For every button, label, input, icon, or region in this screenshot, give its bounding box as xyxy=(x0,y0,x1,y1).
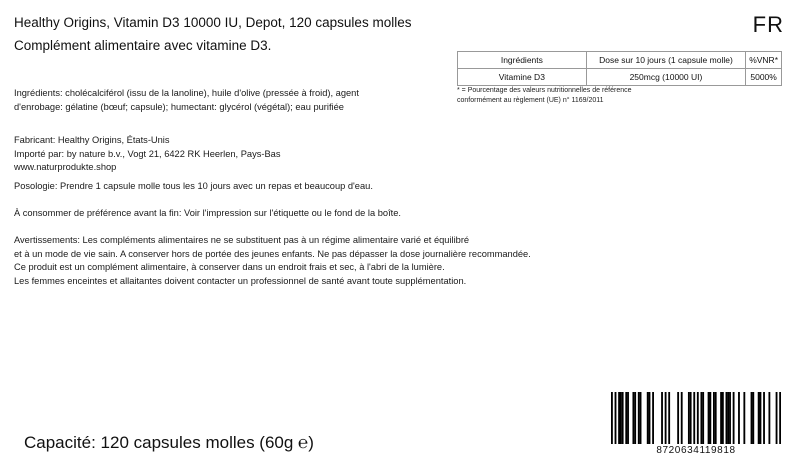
footnote-line: conformément au règlement (UE) n° 1169/2011 xyxy=(457,96,604,104)
barcode-bar xyxy=(709,392,711,444)
product-subtitle: Complément alimentaire avec vitamine D3. xyxy=(14,38,272,53)
header-ingredients: Ingrédients xyxy=(458,52,587,69)
row-nrv-value: 5000% xyxy=(746,69,782,86)
best-before-text: À consommer de préférence avant la fin: Voir l'impression sur l'étiquette ou le fond de la boîte. xyxy=(14,208,402,218)
barcode-bar xyxy=(611,392,613,444)
barcode-bar xyxy=(688,392,690,444)
barcode-bar xyxy=(702,392,704,444)
warning-line: Les femmes enceintes et allaitantes doivent contacter un professionnel de santé avant toute supplémentation. xyxy=(14,275,467,286)
barcode-bar xyxy=(768,392,770,444)
barcode-bar xyxy=(729,392,731,444)
barcode-bar xyxy=(700,392,702,444)
barcode-bar xyxy=(733,392,735,444)
barcode-bar xyxy=(720,392,722,444)
barcode-bar xyxy=(627,392,629,444)
barcode-bar xyxy=(640,392,642,444)
ingredients-line: d'enrobage: gélatine (bœuf; capsule); humectant: glycérol (végétal); eau purifiée xyxy=(14,101,344,112)
barcode-bar xyxy=(713,392,715,444)
posology-text: Posologie: Prendre 1 capsule molle tous les 10 jours avec un repas et beaucoup d'eau. xyxy=(14,181,373,191)
barcode-bar xyxy=(668,392,670,444)
barcode-bar xyxy=(652,392,654,444)
barcode-bar xyxy=(693,392,695,444)
barcode-bar xyxy=(776,392,778,444)
warning-line: Avertissements: Les compléments alimentaires ne se substituent pas à un régime alimentaire varié et équilibré xyxy=(14,235,470,245)
nrv-footnote xyxy=(457,86,687,105)
importer-line: Importé par: by nature b.v., Vogt 21, 6422 RK Heerlen, Pays-Bas xyxy=(14,148,281,159)
barcode-bar xyxy=(697,392,699,444)
warnings-text xyxy=(14,234,634,288)
barcode-bar xyxy=(620,392,622,444)
barcode-bar xyxy=(622,392,624,444)
product-title: Healthy Origins, Vitamin D3 10000 IU, Depot, 120 capsules molles xyxy=(14,15,412,30)
barcode-bar xyxy=(763,392,765,444)
barcode-bar xyxy=(665,392,667,444)
warning-line: Ce produit est un complément alimentaire, à conserver dans un endroit frais et sec, à l'abri de la lumière. xyxy=(14,262,445,272)
barcode-bar xyxy=(638,392,640,444)
nutrition-table xyxy=(457,51,782,86)
barcode-bar xyxy=(738,392,740,444)
capacity-text: Capacité: 120 capsules molles (60g ℮) xyxy=(24,433,314,452)
barcode-bar xyxy=(647,392,649,444)
header-dose: Dose sur 10 jours (1 capsule molle) xyxy=(586,52,745,69)
barcode-bar xyxy=(649,392,651,444)
footnote-line: * = Pourcentage des valeurs nutritionnelles de référence xyxy=(457,87,632,94)
barcode-bar xyxy=(690,392,692,444)
barcode-bar xyxy=(677,392,679,444)
barcode-bar xyxy=(760,392,762,444)
ingredients-line: Ingrédients: cholécalciférol (issu de la lanoline), huile d'olive (pressée à froid), agent xyxy=(14,88,359,98)
ingredients-text xyxy=(14,87,414,114)
nutrition-table-header-row xyxy=(458,52,782,69)
barcode xyxy=(611,392,781,456)
barcode-bar xyxy=(634,392,636,444)
barcode-bar xyxy=(661,392,663,444)
barcode-bar xyxy=(615,392,617,444)
barcode-bar xyxy=(625,392,627,444)
barcode-number: 8720634119818 xyxy=(656,445,736,456)
barcode-bar xyxy=(632,392,634,444)
barcode-bars xyxy=(611,392,781,444)
row-ingredient-name: Vitamine D3 xyxy=(458,69,587,86)
manufacturer-line: Fabricant: Healthy Origins, États-Unis xyxy=(14,135,170,145)
barcode-bar xyxy=(708,392,710,444)
row-dose-value: 250mcg (10000 UI) xyxy=(586,69,745,86)
language-code: FR xyxy=(752,12,784,37)
barcode-bar xyxy=(743,392,745,444)
barcode-bar xyxy=(727,392,729,444)
warning-line: et à un mode de vie sain. A conserver hors de portée des jeunes enfants. Ne pas dépasser la dose journalière recommandée. xyxy=(14,248,531,259)
barcode-bar xyxy=(715,392,717,444)
barcode-bar xyxy=(726,392,728,444)
barcode-bar xyxy=(751,392,753,444)
barcode-bar xyxy=(779,392,781,444)
barcode-bar xyxy=(618,392,620,444)
website-line: www.naturprodukte.shop xyxy=(14,162,117,172)
barcode-bar xyxy=(722,392,724,444)
manufacturer-info xyxy=(14,134,414,175)
header-nrv: %VNR* xyxy=(746,52,782,69)
barcode-bar xyxy=(758,392,760,444)
table-row xyxy=(458,69,782,86)
barcode-bar xyxy=(681,392,683,444)
barcode-bar xyxy=(752,392,754,444)
